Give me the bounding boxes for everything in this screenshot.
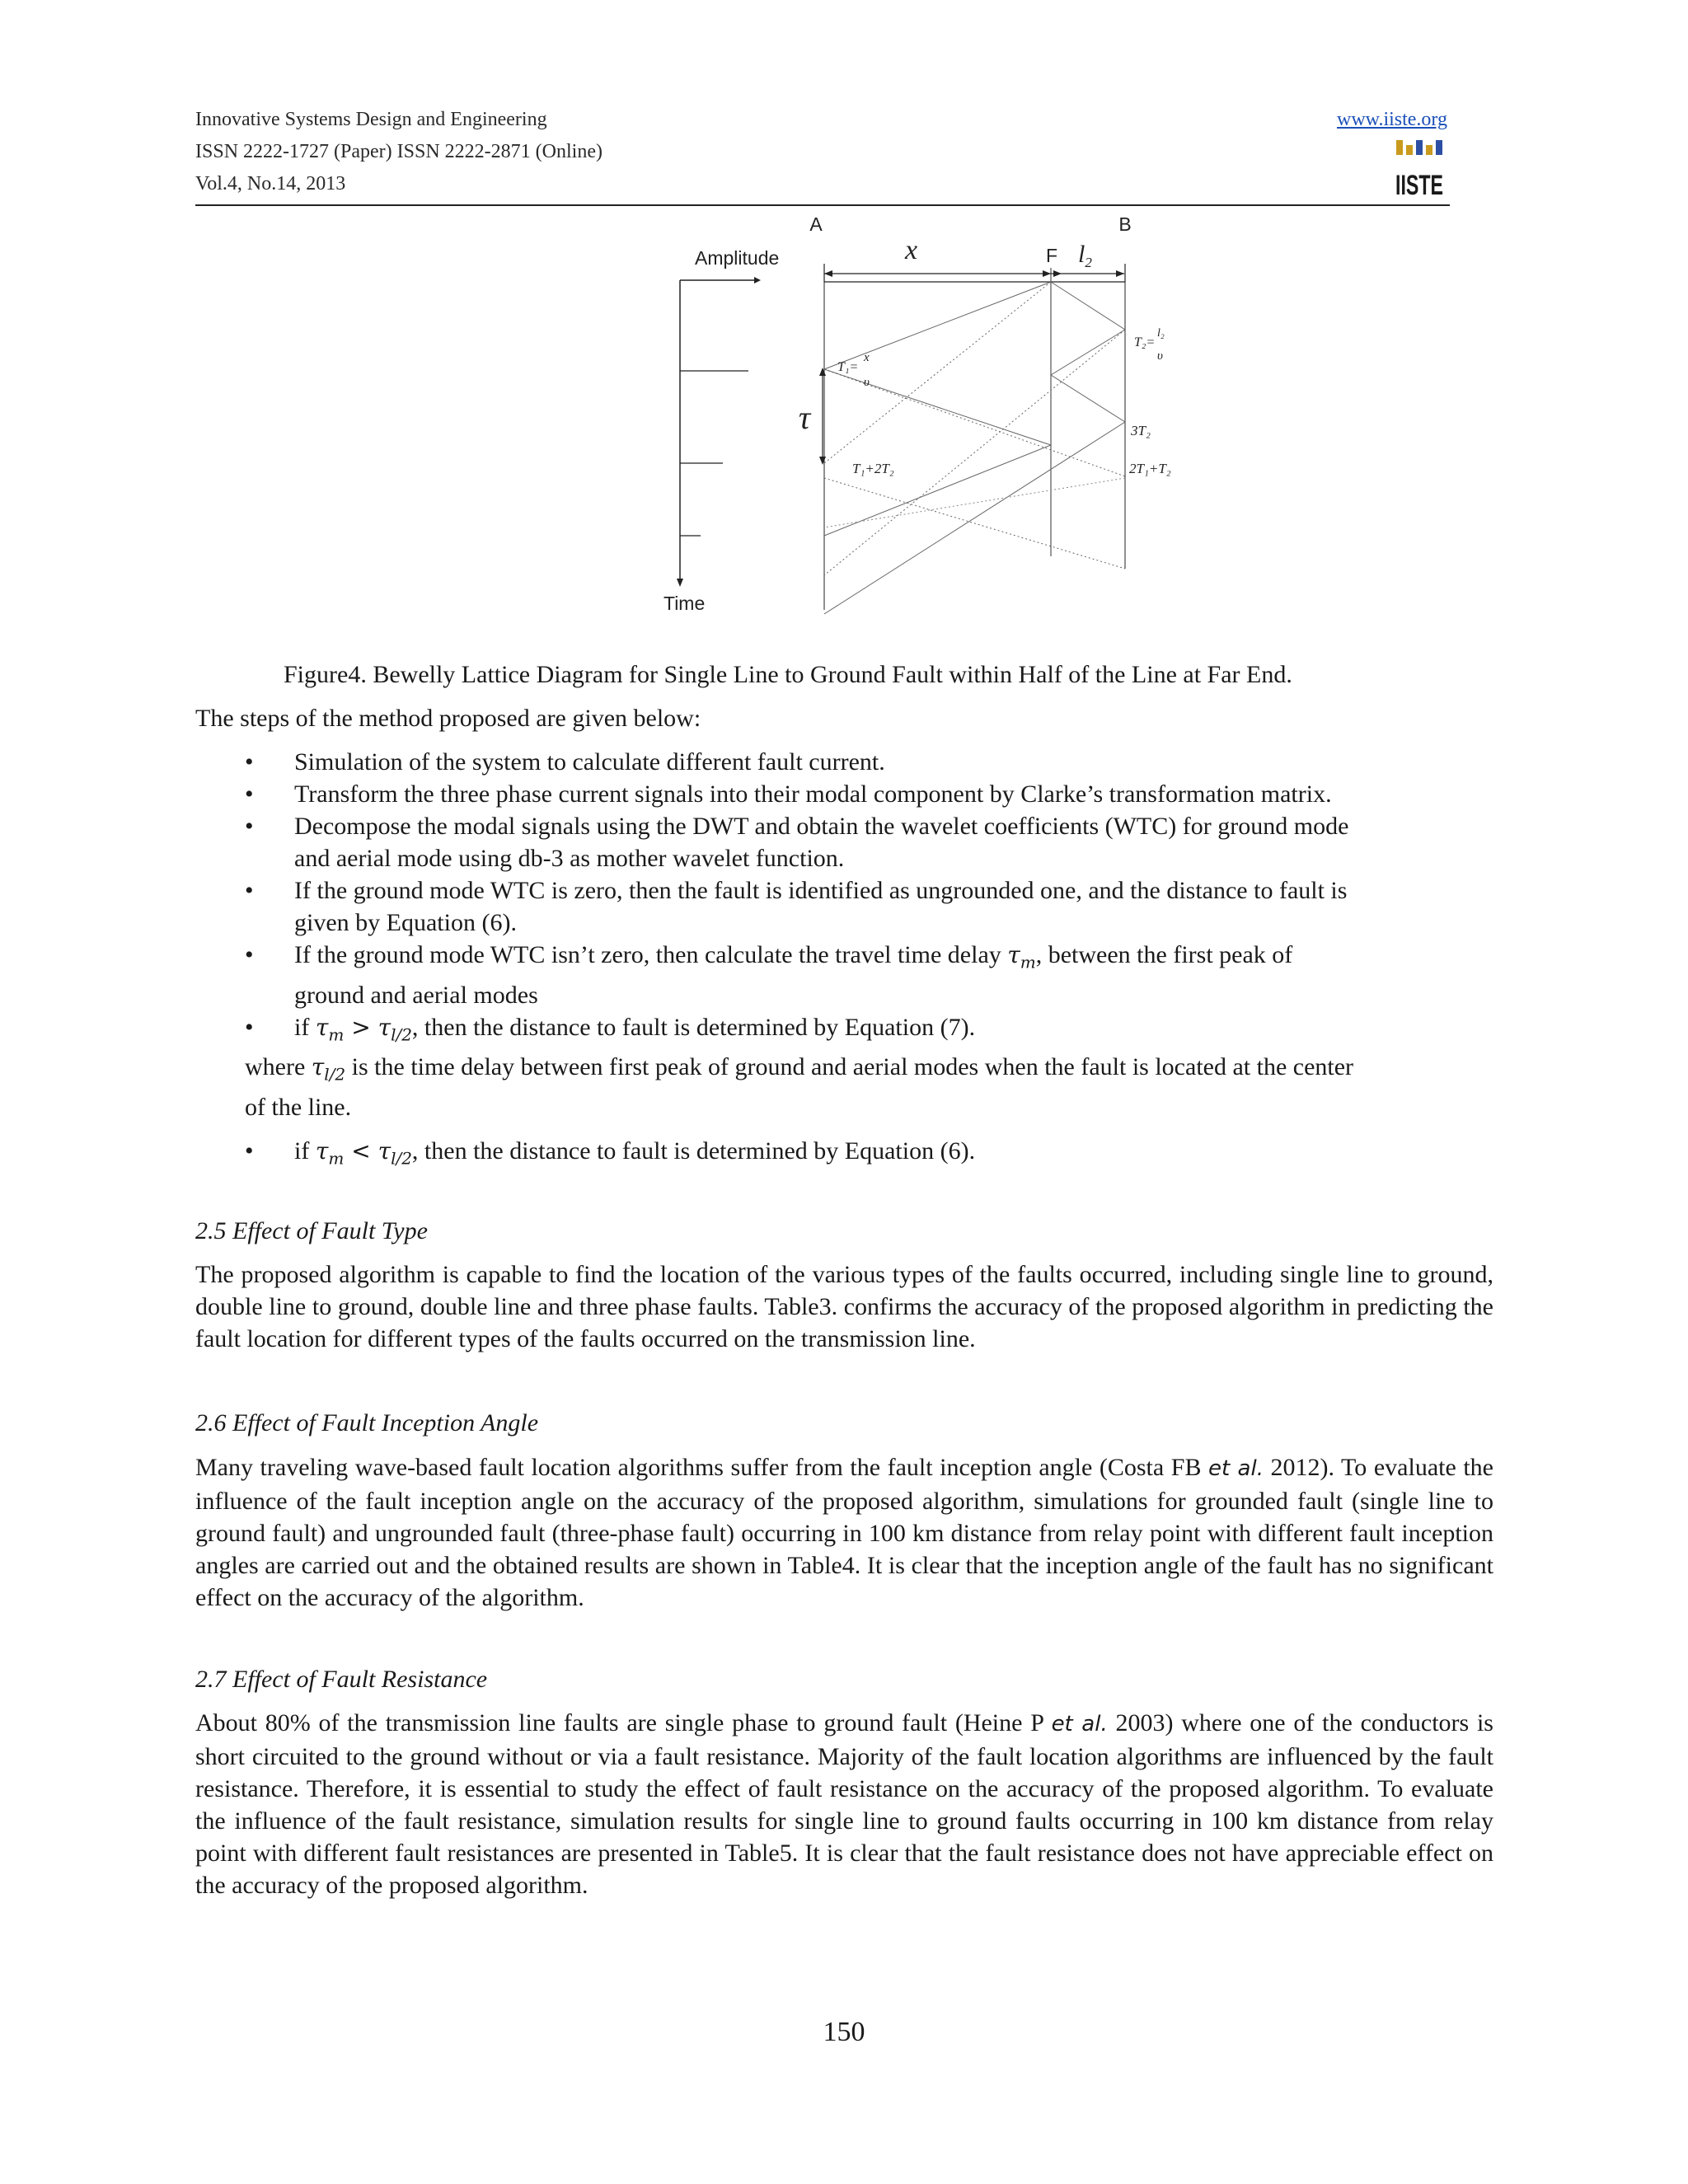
- bus-b-label: B: [1118, 213, 1132, 235]
- section-2-7-body: About 80% of the transmission line faults are single phase to ground fault (Heine P et al. 2003) where one of the conductors is short circuited to the ground without or via a fault resistance. Majority of the fault location algorithms are influenced by the fault resistance. Therefore, it is essential to study the effect of fault resistance on the accuracy of the proposed algorithm. To evaluate the influence of the fault resistance, simulation results for single line to ground faults occurring in 100 km distance from relay point with different fault resistances are presented in Table5. It is clear that the fault resistance does not have appreciable effect on the accuracy of the proposed algorithm.: [195, 1709, 1493, 1899]
- figure-caption: Figure4. Bewelly Lattice Diagram for Single Line to Ground Fault within Half of the Line at Far End.: [284, 661, 1292, 688]
- tau-label: τ: [798, 399, 811, 436]
- step-1: • Simulation of the system to calculate different fault current.: [245, 746, 1493, 778]
- section-2-6-title: 2.6 Effect of Fault Inception Angle: [195, 1409, 539, 1436]
- section-2-6-body: Many traveling wave-based fault location algorithms suffer from the fault inception angle (Costa FB et al. 2012). To evaluate the influence of the fault inception angle on the accuracy of the proposed algorithm, simulations for grounded fault (single line to ground fault) and ungrounded fault (three-phase fault) occurring in 100 km distance from relay point with different fault inception angles are carried out and the obtained results are shown in Table4. It is clear that the inception angle of the fault has no significant effect on the accuracy of the algorithm.: [195, 1454, 1494, 1611]
- svg-text:υ: υ: [1157, 349, 1163, 363]
- section-2-5-title: 2.5 Effect of Fault Type: [195, 1217, 428, 1244]
- section-2-5-body: The proposed algorithm is capable to find the location of the various types of the faults occurred, including single line to ground, double line to ground, double line and three phase faults. Table3. confirms the accuracy of the proposed algorithm in predicting the fault location for different types of the faults occurred on the transmission line.: [195, 1261, 1493, 1352]
- svg-text:υ: υ: [864, 376, 870, 389]
- step-3: • Decompose the modal signals using the DWT and obtain the wavelet coefficients (WTC) for ground mode and aerial mode using db-3 as mother wavelet function.: [245, 810, 1493, 874]
- bus-a-label: A: [809, 213, 823, 235]
- aerial-reflection-path: [824, 282, 1125, 614]
- svg-text:x: x: [864, 351, 870, 364]
- amplitude-label: Amplitude: [695, 247, 780, 269]
- tau-definition: where $\tau_{l/2}$ is the time delay between first peak of ground and aerial modes when the fault is located at the center of the line.: [245, 1053, 1354, 1121]
- distance-l2-label: $l_2$: [1078, 241, 1092, 270]
- issn-line: ISSN 2222-1727 (Paper) ISSN 2222-2871 (Online): [195, 141, 603, 162]
- t2-definition: T₂=: [1134, 335, 1156, 349]
- steps-intro: The steps of the method proposed are given below:: [195, 705, 701, 732]
- method-steps-list: [245, 746, 1493, 1174]
- distance-x-label: x: [905, 235, 918, 265]
- svg-text:l₂: l₂: [1157, 327, 1165, 340]
- label-2t1-plus-t2: 2T₁+T₂: [1129, 461, 1171, 476]
- iiste-logo: [1395, 138, 1444, 199]
- journal-website-link[interactable]: www.iiste.org: [1337, 109, 1447, 130]
- step-6: • if $\tau_m > \tau_{l/2}$, then the distance to fault is determined by Equation (7).: [245, 1011, 1493, 1052]
- aerial-mode-path: [824, 282, 1051, 536]
- logo-text: IISTE: [1395, 170, 1443, 201]
- label-3t2: 3T₂: [1131, 423, 1151, 438]
- section-2-7-title: 2.7 Effect of Fault Resistance: [195, 1666, 488, 1693]
- page-number: 150: [823, 2017, 865, 2047]
- step-7: • if $\tau_m < \tau_{l/2}$, then the distance to fault is determined by Equation (6).: [245, 1135, 1493, 1175]
- step-4: • If the ground mode WTC is zero, then the fault is identified as ungrounded one, and the distance to fault is given by Equation (6).: [245, 874, 1493, 939]
- step-5: • If the ground mode WTC isn’t zero, then calculate the travel time delay $\tau_m$, between the first peak of ground and aerial modes: [245, 939, 1493, 1011]
- time-label: Time: [663, 593, 706, 614]
- label-t1-plus-2t2: T₁+2T₂: [852, 461, 894, 476]
- fault-point-label: F: [1045, 245, 1058, 266]
- lattice-diagram: [643, 206, 1203, 626]
- journal-title: Innovative Systems Design and Engineering: [195, 109, 547, 130]
- volume-line: Vol.4, No.14, 2013: [195, 173, 346, 194]
- t1-definition: T₁=: [837, 360, 859, 374]
- step-2: • Transform the three phase current signals into their modal component by Clarke’s transformation matrix.: [245, 778, 1493, 810]
